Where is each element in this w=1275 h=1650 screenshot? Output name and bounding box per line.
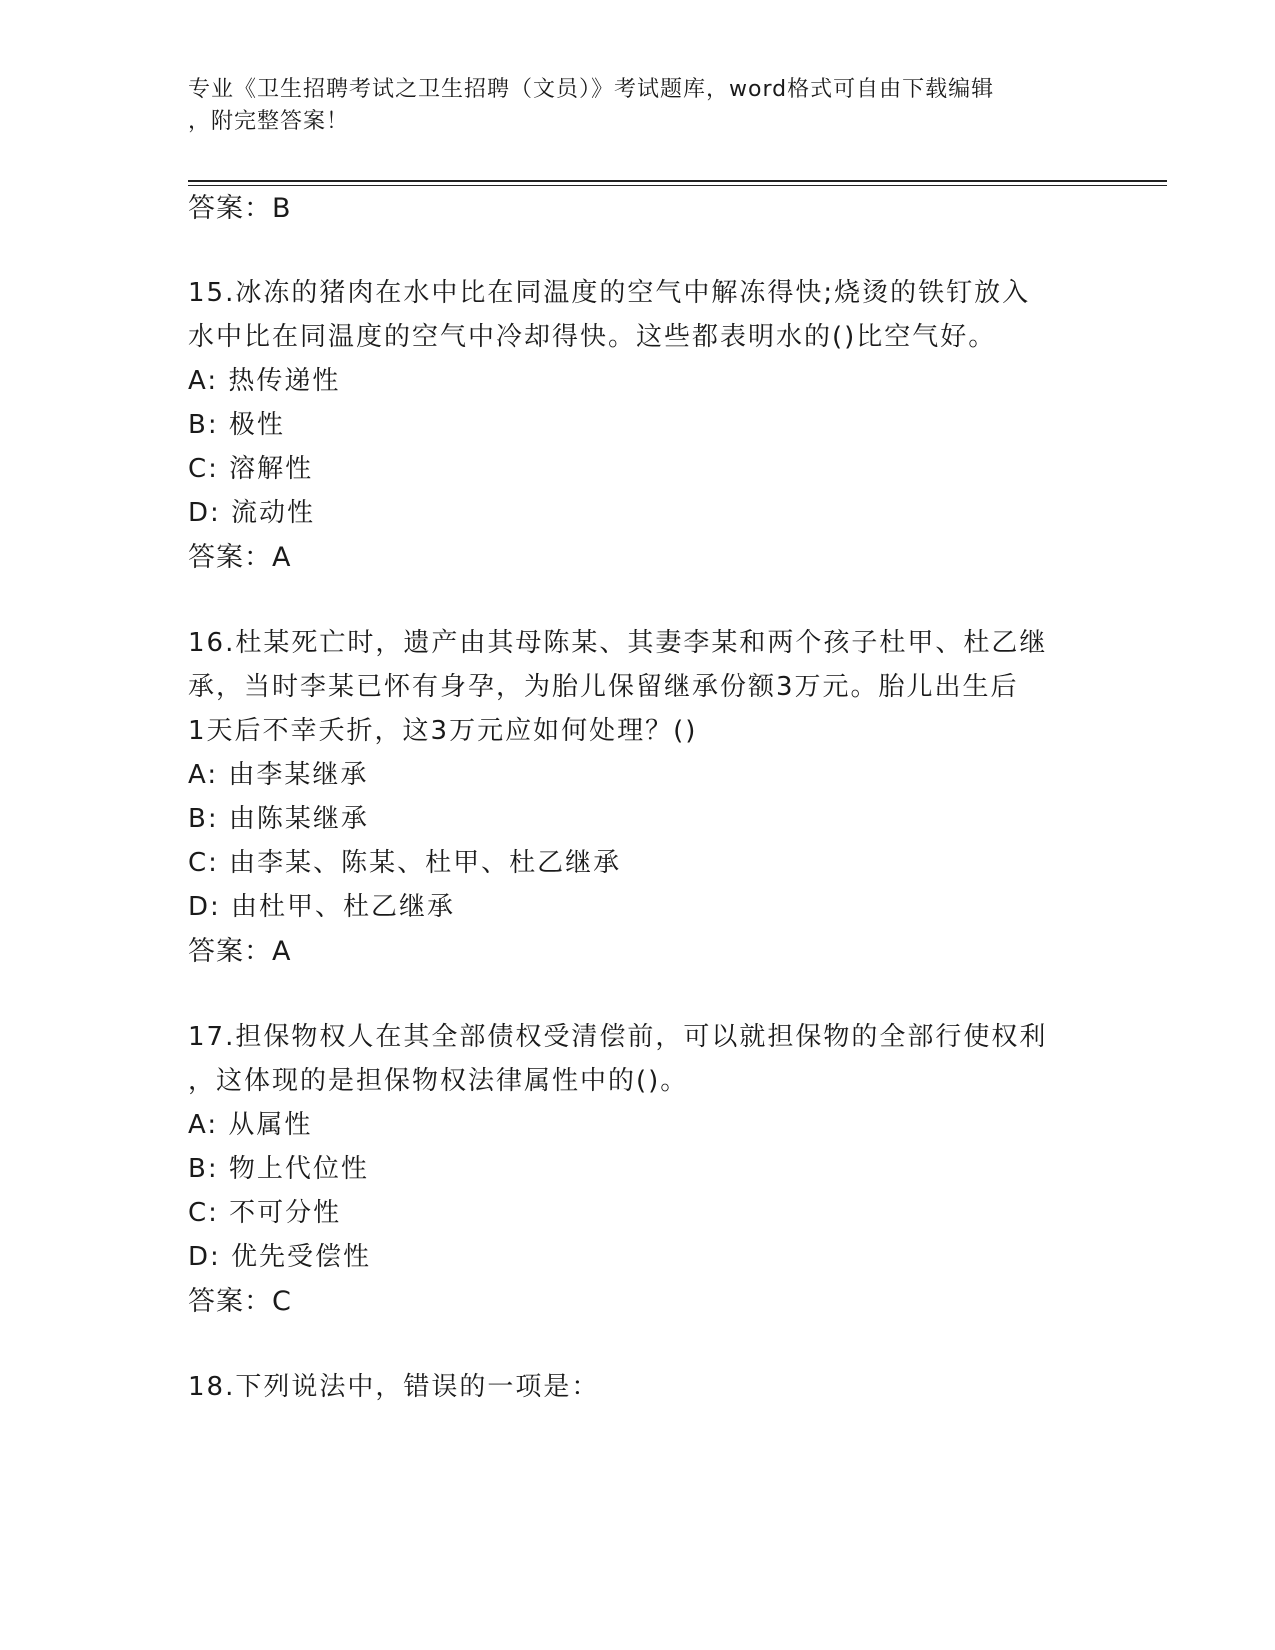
answer-label: 答案：B bbox=[188, 193, 292, 224]
question-17-line-1: 17.担保物权人在其全部债权受清偿前，可以就担保物的全部行使权利 bbox=[188, 1022, 1048, 1052]
question-17-option-d: D: 优先受偿性 bbox=[188, 1242, 372, 1272]
question-17-option-b: B: 物上代位性 bbox=[188, 1154, 369, 1184]
question-15-line-1: 15.冰冻的猪肉在水中比在同温度的空气中解冻得快;烧烫的铁钉放入 bbox=[188, 278, 1031, 308]
question-16-line-1: 16.杜某死亡时，遗产由其母陈某、其妻李某和两个孩子杜甲、杜乙继 bbox=[188, 628, 1048, 658]
header-line-1: 专业《卫生招聘考试之卫生招聘（文员）》考试题库，word格式可自由下载编辑 bbox=[188, 77, 995, 102]
header-divider bbox=[188, 180, 1167, 182]
question-16-option-b: B: 由陈某继承 bbox=[188, 804, 369, 834]
question-15-line-2: 水中比在同温度的空气中冷却得快。这些都表明水的()比空气好。 bbox=[188, 322, 997, 352]
question-16-option-d: D: 由杜甲、杜乙继承 bbox=[188, 892, 456, 922]
question-16-line-3: 1天后不幸夭折，这3万元应如何处理？() bbox=[188, 716, 698, 746]
document-header bbox=[188, 74, 1088, 138]
question-16-answer: 答案：A bbox=[188, 936, 292, 967]
question-16-line-2: 承，当时李某已怀有身孕，为胎儿保留继承份额3万元。胎儿出生后 bbox=[188, 672, 1019, 702]
question-15-option-b: B: 极性 bbox=[188, 410, 285, 440]
question-17-option-c: C: 不可分性 bbox=[188, 1198, 342, 1228]
question-16-option-c: C: 由李某、陈某、杜甲、杜乙继承 bbox=[188, 848, 622, 878]
question-17-line-2: ，这体现的是担保物权法律属性中的()。 bbox=[188, 1066, 689, 1096]
question-16-option-a: A: 由李某继承 bbox=[188, 760, 369, 790]
question-18-line-1: 18.下列说法中，错误的一项是： bbox=[188, 1372, 600, 1402]
header-divider-thin bbox=[188, 185, 1167, 186]
question-15-answer: 答案：A bbox=[188, 542, 292, 573]
question-17-answer: 答案：C bbox=[188, 1286, 292, 1317]
question-17-option-a: A: 从属性 bbox=[188, 1110, 313, 1140]
question-15-option-c: C: 溶解性 bbox=[188, 454, 314, 484]
question-15-option-d: D: 流动性 bbox=[188, 498, 316, 528]
header-line-2: ，附完整答案！ bbox=[188, 109, 350, 134]
question-15-option-a: A: 热传递性 bbox=[188, 366, 341, 396]
